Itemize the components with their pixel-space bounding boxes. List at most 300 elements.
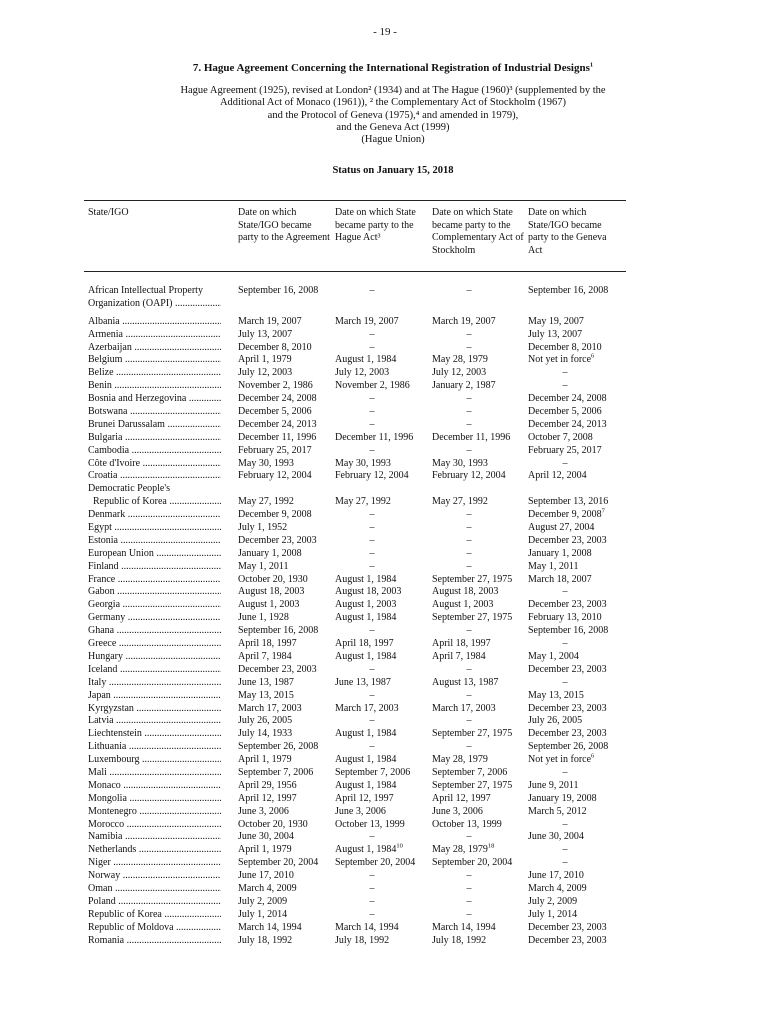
agreement-date-text: September 16, 2008 <box>238 285 319 296</box>
hague-act-date-text: April 12, 1997 <box>335 792 394 804</box>
not-applicable-dash: – <box>466 406 472 418</box>
hague-act-date <box>335 625 409 638</box>
geneva-act-date <box>528 548 592 561</box>
table-row <box>0 458 770 471</box>
state-name-text: Albania ..... <box>88 316 221 327</box>
state-name <box>88 406 221 419</box>
hague-act-date <box>335 857 415 870</box>
agreement-date-text: March 4, 2009 <box>238 882 297 894</box>
header-hague-act: Date on which State became party to the Hague Act³ <box>335 207 416 243</box>
footnote-ref: 6 <box>591 353 595 361</box>
hague-act-date <box>335 522 409 535</box>
hague-act-date <box>335 806 386 819</box>
state-name-continuation: Organization (OAPI) ..... <box>88 298 221 309</box>
hague-act-date <box>335 780 396 793</box>
table-row <box>0 896 770 909</box>
geneva-act-date <box>528 664 607 677</box>
not-applicable-dash: – <box>466 882 472 894</box>
agreement-date <box>238 690 294 703</box>
subtitle-line: (Hague Union) <box>361 134 425 146</box>
not-applicable-dash: – <box>369 882 375 894</box>
geneva-act-date <box>528 406 602 419</box>
hague-act-date-text: August 1, 1984 <box>335 754 397 766</box>
table-row <box>0 703 770 716</box>
agreement-date <box>238 574 308 587</box>
table-row <box>0 522 770 535</box>
state-name <box>88 857 221 870</box>
stockholm-act-date-text: December 11, 1996 <box>432 431 511 443</box>
agreement-date-text: May 30, 1993 <box>238 457 294 469</box>
table-row <box>0 844 770 857</box>
geneva-act-date <box>528 638 602 651</box>
geneva-act-date <box>528 806 587 819</box>
hague-act-date-text: August 1, 1984 <box>335 728 397 740</box>
state-name-text: Niger ..... <box>88 857 221 868</box>
stockholm-act-date-text: May 27, 1992 <box>432 496 488 508</box>
agreement-date-text: April 1, 1979 <box>238 844 292 856</box>
hague-act-date <box>335 470 409 483</box>
table-row <box>0 909 770 922</box>
state-name-text: Mali ..... <box>88 767 221 778</box>
table-row <box>0 316 770 329</box>
table-row-continuation <box>0 496 770 509</box>
table-row <box>0 754 770 767</box>
not-applicable-dash: – <box>369 406 375 418</box>
not-applicable-dash: – <box>562 380 568 392</box>
stockholm-act-date <box>432 586 498 599</box>
not-applicable-dash: – <box>369 560 375 572</box>
agreement-date-text: April 1, 1979 <box>238 354 292 366</box>
stockholm-act-date <box>432 883 506 896</box>
table-row <box>0 831 770 844</box>
hague-act-date <box>335 586 401 599</box>
agreement-date <box>238 728 292 741</box>
hague-act-date-text: November 2, 1986 <box>335 380 410 392</box>
hague-act-date <box>335 715 409 728</box>
agreement-date <box>238 496 294 509</box>
agreement-date-text: October 20, 1930 <box>238 818 308 830</box>
not-applicable-dash: – <box>466 689 472 701</box>
hague-act-date-text: March 19, 2007 <box>335 315 399 327</box>
state-name-text: Oman ..... <box>88 883 221 894</box>
state-name <box>88 831 221 844</box>
geneva-act-date <box>528 393 607 406</box>
geneva-act-date <box>528 612 602 625</box>
stockholm-act-date-text: April 18, 1997 <box>432 638 491 650</box>
table-row <box>0 677 770 690</box>
not-applicable-dash: – <box>369 689 375 701</box>
not-applicable-dash: – <box>369 625 375 637</box>
agreement-date <box>238 677 294 690</box>
agreement-date-text: August 1, 2003 <box>238 599 300 611</box>
subtitle-line: Hague Agreement (1925), revised at London² (1934) and at The Hague (1960)³ (supplemented by the <box>180 85 606 96</box>
not-applicable-dash: – <box>466 560 472 572</box>
hague-act-date-text: March 17, 2003 <box>335 702 399 714</box>
agreement-date <box>238 741 318 754</box>
geneva-act-date <box>528 754 594 767</box>
agreement-date-text: June 1, 1928 <box>238 612 289 624</box>
state-name <box>88 329 221 342</box>
geneva-act-date-text: May 1, 2004 <box>528 650 579 662</box>
stockholm-act-date-text: April 12, 1997 <box>432 792 491 804</box>
stockholm-act-date <box>432 715 506 728</box>
agreement-date <box>238 831 294 844</box>
hague-act-date <box>335 354 396 367</box>
not-applicable-dash: – <box>466 547 472 559</box>
stockholm-act-date <box>432 496 488 509</box>
agreement-date <box>238 625 318 638</box>
state-name <box>88 844 221 857</box>
stockholm-act-date-text: September 27, 1975 <box>432 728 513 740</box>
stockholm-act-date-text: July 18, 1992 <box>432 934 487 946</box>
stockholm-act-date <box>432 780 512 793</box>
hague-act-date-text: August 1, 1984 <box>335 354 397 366</box>
table-row <box>0 664 770 677</box>
state-name <box>88 586 221 599</box>
table-row <box>0 780 770 793</box>
not-applicable-dash: – <box>369 393 375 405</box>
state-name-text: Croatia ..... <box>88 470 221 481</box>
geneva-act-date <box>528 367 602 380</box>
geneva-act-date-text: June 9, 2011 <box>528 779 579 791</box>
state-name <box>88 909 221 922</box>
state-name <box>88 780 221 793</box>
stockholm-act-date <box>432 509 506 522</box>
state-name-text: Bulgaria ..... <box>88 432 221 443</box>
geneva-act-date-text: August 27, 2004 <box>528 522 595 534</box>
agreement-date-text: July 1, 2014 <box>238 908 288 920</box>
not-applicable-dash: – <box>369 831 375 843</box>
geneva-act-date <box>528 857 602 870</box>
table-row-continuation <box>0 298 770 311</box>
state-name-text: Azerbaijan ..... <box>88 342 221 353</box>
geneva-act-date-text: Not yet in force <box>528 754 592 766</box>
not-applicable-dash: – <box>466 341 472 353</box>
footnote-ref: 7 <box>601 507 605 515</box>
state-name <box>88 298 221 311</box>
not-applicable-dash: – <box>369 522 375 534</box>
state-name <box>88 470 221 483</box>
state-name-text: Netherlands ..... <box>88 844 221 855</box>
table-row <box>0 329 770 342</box>
header-geneva-act: Date on which State/IGO became party to the Geneva Act <box>528 207 607 256</box>
state-name-text: Iceland ..... <box>88 664 221 675</box>
state-name-text: Georgia ..... <box>88 599 221 610</box>
state-name-text: Bosnia and Herzegovina ..... <box>88 393 221 404</box>
state-name <box>88 496 221 509</box>
state-name <box>88 922 221 935</box>
state-name <box>88 896 221 909</box>
stockholm-act-date <box>432 599 493 612</box>
stockholm-act-date <box>432 285 506 298</box>
geneva-act-date <box>528 909 577 922</box>
hague-act-date <box>335 458 391 471</box>
hague-act-date <box>335 767 410 780</box>
page-number: - 19 - <box>373 26 397 38</box>
geneva-act-date <box>528 728 607 741</box>
geneva-act-date-text: December 5, 2006 <box>528 406 602 418</box>
geneva-act-date <box>528 285 608 298</box>
not-applicable-dash: – <box>562 638 568 650</box>
hague-act-date <box>335 406 409 419</box>
stockholm-act-date <box>432 612 512 625</box>
geneva-act-date-text: April 12, 2004 <box>528 470 587 482</box>
agreement-date <box>238 819 308 832</box>
geneva-act-date <box>528 535 607 548</box>
not-applicable-dash: – <box>369 908 375 920</box>
state-name-text: Norway ..... <box>88 870 221 881</box>
agreement-date-text: September 16, 2008 <box>238 625 319 637</box>
agreement-date-text: May 27, 1992 <box>238 496 294 508</box>
geneva-act-date-text: July 1, 2014 <box>528 908 578 920</box>
state-name <box>88 819 221 832</box>
agreement-date <box>238 354 292 367</box>
table-row <box>0 767 770 780</box>
agreement-date <box>238 367 292 380</box>
stockholm-act-date <box>432 677 498 690</box>
not-applicable-dash: – <box>466 285 472 296</box>
state-name <box>88 458 221 471</box>
state-name <box>88 316 221 329</box>
state-name-text: Romania ..... <box>88 935 221 946</box>
stockholm-act-date <box>432 458 488 471</box>
agreement-date <box>238 445 312 458</box>
stockholm-act-date-text: May 28, 1979 <box>432 354 488 366</box>
state-name-text: Côte d'Ivoire ..... <box>88 458 221 469</box>
geneva-act-date-text: December 24, 2008 <box>528 393 607 405</box>
agreement-date-text: June 17, 2010 <box>238 870 294 882</box>
not-applicable-dash: – <box>369 870 375 882</box>
hague-act-date <box>335 316 399 329</box>
not-applicable-dash: – <box>369 715 375 727</box>
agreement-date <box>238 703 302 716</box>
not-applicable-dash: – <box>466 663 472 675</box>
hague-act-date-text: December 11, 1996 <box>335 431 414 443</box>
agreement-date-text: December 23, 2003 <box>238 663 317 675</box>
geneva-act-date <box>528 496 608 509</box>
geneva-act-date <box>528 586 602 599</box>
not-applicable-dash: – <box>369 341 375 353</box>
agreement-date <box>238 586 304 599</box>
geneva-act-date-text: December 9, 2008 <box>528 509 602 521</box>
hague-act-date <box>335 393 409 406</box>
geneva-act-date <box>528 677 602 690</box>
table-row <box>0 548 770 561</box>
not-applicable-dash: – <box>466 895 472 907</box>
header-stockholm-act: Date on which State became party to the Complementary Act of Stockholm <box>432 207 524 256</box>
agreement-date-text: December 24, 2008 <box>238 393 317 405</box>
agreement-date <box>238 870 294 883</box>
agreement-date <box>238 844 292 857</box>
table-row <box>0 483 770 496</box>
agreement-date <box>238 754 292 767</box>
geneva-act-date <box>528 574 592 587</box>
hague-act-date-text: August 1, 1984 <box>335 779 397 791</box>
hague-act-date <box>335 909 409 922</box>
geneva-act-date <box>528 831 584 844</box>
hague-act-date-text: April 18, 1997 <box>335 638 394 650</box>
stockholm-act-date-text: September 27, 1975 <box>432 779 513 791</box>
hague-act-date <box>335 342 409 355</box>
agreement-date-text: December 24, 2013 <box>238 418 317 430</box>
stockholm-act-date <box>432 432 510 445</box>
geneva-act-date-text: July 13, 2007 <box>528 328 583 340</box>
table-row <box>0 857 770 870</box>
state-name <box>88 380 221 393</box>
stockholm-act-date <box>432 831 506 844</box>
stockholm-act-date <box>432 909 506 922</box>
status-date: Status on January 15, 2018 <box>332 165 454 176</box>
state-name-text: Lithuania ..... <box>88 741 221 752</box>
agreement-date <box>238 612 289 625</box>
stockholm-act-date <box>432 896 506 909</box>
stockholm-act-date-text: July 12, 2003 <box>432 367 487 379</box>
agreement-date <box>238 522 287 535</box>
agreement-date-text: January 1, 2008 <box>238 547 302 559</box>
stockholm-act-date <box>432 754 488 767</box>
table-row <box>0 535 770 548</box>
state-name-text: Luxembourg ..... <box>88 754 221 765</box>
hague-act-date <box>335 935 389 948</box>
geneva-act-date-text: July 26, 2005 <box>528 715 583 727</box>
agreement-date <box>238 909 287 922</box>
geneva-act-date <box>528 703 607 716</box>
state-name-text: Botswana ..... <box>88 406 221 417</box>
not-applicable-dash: – <box>466 444 472 456</box>
stockholm-act-date <box>432 806 483 819</box>
hague-act-date-text: May 27, 1992 <box>335 496 391 508</box>
state-name <box>88 677 221 690</box>
geneva-act-date <box>528 819 602 832</box>
subtitle-block <box>0 85 770 146</box>
state-name <box>88 935 221 948</box>
agreement-date <box>238 393 317 406</box>
geneva-act-date-text: September 26, 2008 <box>528 741 609 753</box>
agreement-date <box>238 406 312 419</box>
not-applicable-dash: – <box>369 509 375 521</box>
agreement-date <box>238 458 294 471</box>
state-name-text: Greece ..... <box>88 638 221 649</box>
agreement-date-text: July 1, 1952 <box>238 522 288 534</box>
agreement-date <box>238 285 318 298</box>
state-name-text: Liechtenstein ..... <box>88 728 221 739</box>
geneva-act-date-text: December 23, 2003 <box>528 702 607 714</box>
geneva-act-date <box>528 432 593 445</box>
state-name-text: Kyrgyzstan ..... <box>88 703 221 714</box>
stockholm-act-date <box>432 316 496 329</box>
agreement-date-text: July 13, 2007 <box>238 328 293 340</box>
state-name-text: France ..... <box>88 574 221 585</box>
state-name-text: Denmark ..... <box>88 509 221 520</box>
geneva-act-date <box>528 625 608 638</box>
agreement-date-text: April 7, 1984 <box>238 650 292 662</box>
state-name <box>88 741 221 754</box>
agreement-date-text: February 12, 2004 <box>238 470 312 482</box>
not-applicable-dash: – <box>562 586 568 598</box>
stockholm-act-date-text: June 3, 2006 <box>432 805 483 817</box>
state-name-text: Italy ..... <box>88 677 221 688</box>
not-applicable-dash: – <box>466 715 472 727</box>
state-name <box>88 393 221 406</box>
geneva-act-date-text: February 13, 2010 <box>528 612 602 624</box>
agreement-date-text: March 17, 2003 <box>238 702 302 714</box>
stockholm-act-date <box>432 393 506 406</box>
agreement-date <box>238 664 317 677</box>
hague-act-date <box>335 612 396 625</box>
state-name-text: Belgium ..... <box>88 354 221 365</box>
geneva-act-date <box>528 896 577 909</box>
geneva-act-date <box>528 561 578 574</box>
agreement-date <box>238 432 316 445</box>
not-applicable-dash: – <box>369 663 375 675</box>
state-name <box>88 574 221 587</box>
hague-act-date <box>335 367 389 380</box>
geneva-act-date <box>528 870 584 883</box>
agreement-date <box>238 535 317 548</box>
hague-act-date-text: September 7, 2006 <box>335 766 411 778</box>
stockholm-act-date-text: October 13, 1999 <box>432 818 502 830</box>
stockholm-act-date <box>432 574 512 587</box>
table-row <box>0 638 770 651</box>
hague-act-date <box>335 432 413 445</box>
stockholm-act-date <box>432 690 506 703</box>
stockholm-act-date <box>432 561 506 574</box>
state-name <box>88 870 221 883</box>
state-name-text: Finland ..... <box>88 561 221 572</box>
agreement-date-text: December 5, 2006 <box>238 406 312 418</box>
geneva-act-date-text: December 23, 2003 <box>528 599 607 611</box>
geneva-act-date <box>528 522 594 535</box>
geneva-act-date <box>528 767 602 780</box>
stockholm-act-date <box>432 664 506 677</box>
geneva-act-date <box>528 690 584 703</box>
stockholm-act-date <box>432 935 486 948</box>
state-name-text: European Union ..... <box>88 548 221 559</box>
state-name <box>88 754 221 767</box>
table-row <box>0 819 770 832</box>
stockholm-act-date <box>432 367 486 380</box>
stockholm-act-date <box>432 767 507 780</box>
state-name-text: African Intellectual Property <box>88 285 203 296</box>
table-row <box>0 574 770 587</box>
state-name <box>88 419 221 432</box>
document-title <box>0 62 770 74</box>
agreement-date-text: March 14, 1994 <box>238 921 302 933</box>
state-name <box>88 445 221 458</box>
table-row <box>0 870 770 883</box>
not-applicable-dash: – <box>369 895 375 907</box>
hague-act-date <box>335 574 396 587</box>
agreement-date <box>238 922 302 935</box>
table-row <box>0 612 770 625</box>
stockholm-act-date <box>432 728 512 741</box>
table-row <box>0 285 770 298</box>
agreement-date <box>238 793 297 806</box>
agreement-date-text: May 1, 2011 <box>238 560 289 572</box>
table-row <box>0 715 770 728</box>
state-name <box>88 664 221 677</box>
agreement-date-text: September 7, 2006 <box>238 766 314 778</box>
agreement-date <box>238 767 313 780</box>
geneva-act-date-text: December 23, 2003 <box>528 921 607 933</box>
state-name <box>88 690 221 703</box>
stockholm-act-date <box>432 470 506 483</box>
state-name <box>88 638 221 651</box>
stockholm-act-date <box>432 922 496 935</box>
state-name-text: Cambodia ..... <box>88 445 221 456</box>
subtitle-line: Additional Act of Monaco (1961)), ² the Complementary Act of Stockholm (1967) <box>219 97 567 109</box>
state-name-text: Japan ..... <box>88 690 221 701</box>
